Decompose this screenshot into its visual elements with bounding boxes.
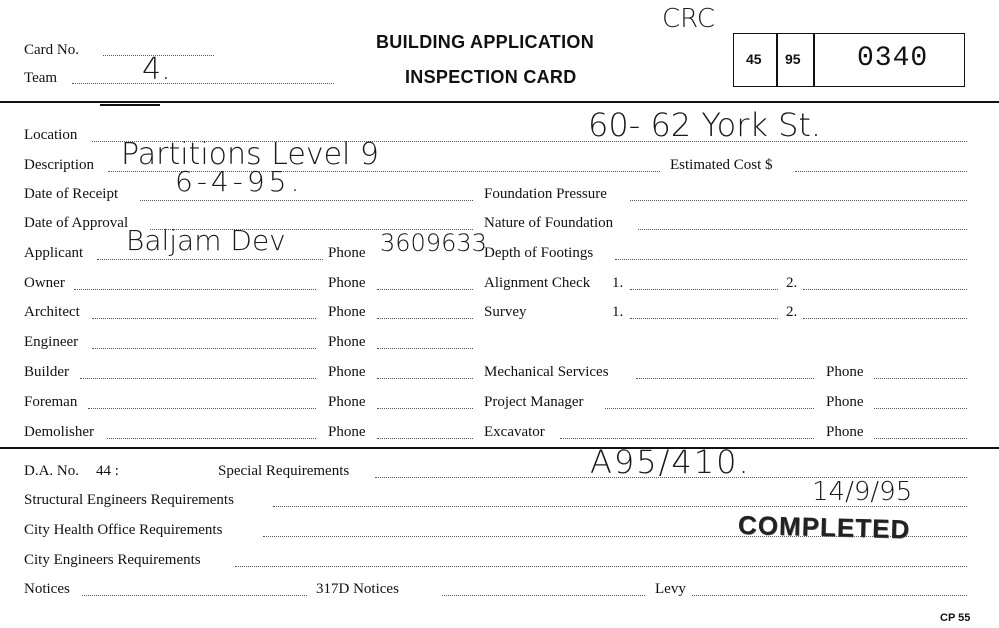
excavator-field[interactable] [560, 438, 814, 439]
estimated-cost-label: Estimated Cost $ [670, 157, 773, 173]
notices-field[interactable] [82, 595, 307, 596]
box-b-value: 95 [785, 51, 801, 67]
date-approval-label: Date of Approval [24, 215, 129, 231]
depth-footings-label: Depth of Footings [484, 245, 594, 261]
builder-label: Builder [24, 364, 69, 380]
levy-field[interactable] [692, 595, 967, 596]
owner-phone-label: Phone [328, 275, 366, 291]
applicant-phone-value: 3609633 [380, 229, 487, 257]
excavator-label: Excavator [484, 424, 545, 440]
architect-label: Architect [24, 304, 80, 320]
builder-phone-field[interactable] [377, 378, 473, 379]
applicant-value: Baljam Dev [126, 224, 286, 257]
box-divider-1 [776, 34, 778, 86]
builder-phone-label: Phone [328, 364, 366, 380]
card-number-value: 0340 [857, 43, 929, 74]
project-manager-field[interactable] [605, 408, 814, 409]
architect-phone-field[interactable] [377, 318, 473, 319]
survey-label: Survey [484, 304, 527, 320]
estimated-cost-field[interactable] [795, 171, 967, 172]
excavator-phone-field[interactable] [874, 438, 967, 439]
da-no-label: D.A. No. [24, 463, 79, 479]
date-receipt-field[interactable] [140, 200, 473, 201]
applicant-field[interactable] [97, 259, 323, 260]
city-engineers-label: City Engineers Requirements [24, 552, 201, 568]
depth-footings-field[interactable] [615, 259, 967, 260]
demolisher-label: Demolisher [24, 424, 94, 440]
demolisher-phone-label: Phone [328, 424, 366, 440]
title-line-2: INSPECTION CARD [405, 67, 577, 87]
header-divider-accent [100, 104, 160, 106]
structural-requirements-label: Structural Engineers Requirements [24, 492, 234, 508]
health-requirements-label: City Health Office Requirements [24, 522, 223, 538]
special-requirements-label: Special Requirements [218, 463, 350, 479]
city-engineers-field[interactable] [235, 566, 967, 567]
foreman-phone-field[interactable] [377, 408, 473, 409]
foreman-field[interactable] [88, 408, 316, 409]
project-manager-phone-label: Phone [826, 394, 864, 410]
applicant-label: Applicant [24, 245, 84, 261]
demolisher-phone-field[interactable] [377, 438, 473, 439]
levy-label: Levy [655, 581, 686, 597]
applicant-phone-label: Phone [328, 245, 366, 261]
completed-stamp: COMPLETED [737, 509, 911, 545]
owner-field[interactable] [74, 289, 316, 290]
engineer-phone-field[interactable] [377, 348, 473, 349]
survey-2-field[interactable] [803, 318, 967, 319]
alignment-check-label: Alignment Check [484, 275, 591, 291]
structural-requirements-value: 14/9/95 [812, 477, 913, 507]
date-receipt-label: Date of Receipt [24, 186, 119, 202]
form-code: CP 55 [940, 612, 971, 624]
notices-317d-field[interactable] [442, 595, 645, 596]
box-divider-2 [813, 34, 815, 86]
alignment-check-2-label: 2. [786, 275, 798, 291]
card-no-label: Card No. [24, 42, 79, 58]
engineer-field[interactable] [92, 348, 316, 349]
foreman-phone-label: Phone [328, 394, 366, 410]
initials-handwritten: CRC [662, 4, 716, 34]
notices-317d-label: 317D Notices [316, 581, 399, 597]
project-manager-phone-field[interactable] [874, 408, 967, 409]
survey-1-field[interactable] [630, 318, 778, 319]
excavator-phone-label: Phone [826, 424, 864, 440]
header-divider [0, 101, 999, 103]
architect-field[interactable] [92, 318, 316, 319]
owner-phone-field[interactable] [377, 289, 473, 290]
nature-foundation-label: Nature of Foundation [484, 215, 614, 231]
date-receipt-value: 6-4-95. [175, 165, 304, 198]
notices-label: Notices [24, 581, 70, 597]
title-line-1: BUILDING APPLICATION [376, 32, 594, 52]
alignment-check-1-field[interactable] [630, 289, 778, 290]
mechanical-services-field[interactable] [636, 378, 814, 379]
survey-1-label: 1. [612, 304, 624, 320]
survey-2-label: 2. [786, 304, 798, 320]
special-requirements-value: A95/410. [590, 443, 751, 481]
card-number-box [733, 33, 965, 87]
description-value: Partitions Level 9 [121, 137, 380, 172]
owner-label: Owner [24, 275, 65, 291]
architect-phone-label: Phone [328, 304, 366, 320]
da-no-value: 44 : [96, 463, 119, 479]
mechanical-phone-label: Phone [826, 364, 864, 380]
alignment-check-1-label: 1. [612, 275, 624, 291]
engineer-label: Engineer [24, 334, 79, 350]
foundation-pressure-label: Foundation Pressure [484, 186, 607, 202]
location-value: 60- 62 York St. [588, 106, 822, 144]
project-manager-label: Project Manager [484, 394, 584, 410]
team-value: 4. [142, 52, 171, 87]
foundation-pressure-field[interactable] [630, 200, 967, 201]
nature-foundation-field[interactable] [638, 229, 967, 230]
team-label: Team [24, 70, 58, 86]
box-a-value: 45 [746, 51, 762, 67]
location-label: Location [24, 127, 78, 143]
main-divider [0, 447, 999, 449]
mechanical-phone-field[interactable] [874, 378, 967, 379]
team-field[interactable] [72, 83, 334, 84]
demolisher-field[interactable] [107, 438, 316, 439]
engineer-phone-label: Phone [328, 334, 366, 350]
alignment-check-2-field[interactable] [803, 289, 967, 290]
mechanical-services-label: Mechanical Services [484, 364, 609, 380]
builder-field[interactable] [80, 378, 316, 379]
description-label: Description [24, 157, 94, 173]
foreman-label: Foreman [24, 394, 78, 410]
